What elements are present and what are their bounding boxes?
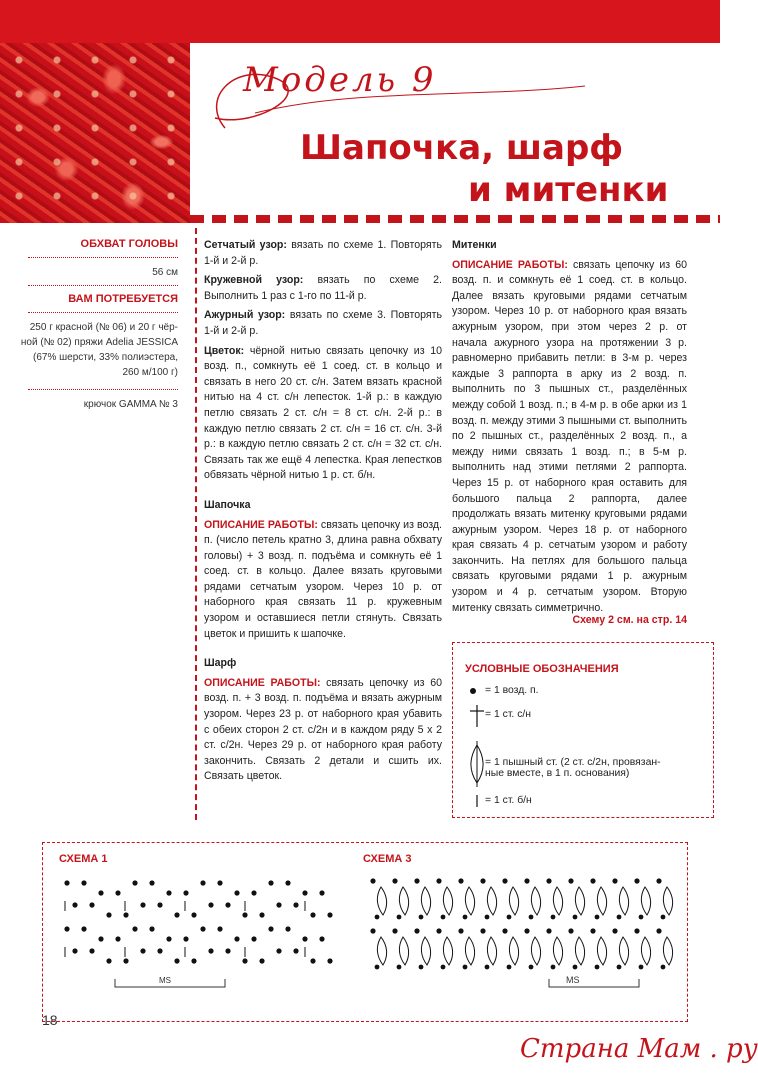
chain-dot — [285, 926, 290, 931]
chain-dot — [590, 928, 595, 933]
chain-dot — [551, 915, 556, 920]
puff-stitch — [553, 937, 562, 965]
chain-dot — [115, 936, 120, 941]
chain-dot — [441, 915, 446, 920]
chain-dot — [441, 965, 446, 970]
puff-stitch — [663, 887, 672, 915]
chain-dot — [251, 936, 256, 941]
sidebar-divider — [28, 285, 178, 286]
chain-dot — [166, 936, 171, 941]
chain-dot — [480, 928, 485, 933]
chain-dot — [524, 878, 529, 883]
chain-dot — [234, 936, 239, 941]
chain-dot — [551, 965, 556, 970]
chain-dot — [276, 902, 281, 907]
head-circ-value: 56 см — [152, 267, 178, 278]
sidebar-divider — [28, 312, 178, 313]
chain-dot — [106, 912, 111, 917]
chain-dot — [293, 948, 298, 953]
chain-dot — [370, 928, 375, 933]
chain-dot — [634, 878, 639, 883]
chain-dot — [251, 890, 256, 895]
chain-dot — [327, 912, 332, 917]
puff-stitch — [377, 887, 386, 915]
knitting-photo — [0, 43, 190, 223]
puff-stitch — [663, 937, 672, 965]
chain-dot — [183, 890, 188, 895]
chain-dot — [174, 912, 179, 917]
scheme1-label: СХЕМА 1 — [59, 853, 108, 865]
chain-dot — [64, 926, 69, 931]
puff-stitch — [597, 887, 606, 915]
chain-dot — [595, 915, 600, 920]
sidebar-divider — [28, 257, 178, 258]
chain-dot — [375, 965, 380, 970]
chain-dot — [157, 902, 162, 907]
chain-dot — [302, 890, 307, 895]
chain-dot — [392, 878, 397, 883]
lace-pattern-label: Кружевной узор: — [204, 274, 304, 287]
page-number: 18 — [42, 1012, 58, 1028]
chain-dot — [310, 912, 315, 917]
right-column: Митенки ОПИСАНИЕ РАБОТЫ: связать цепочку из 60 возд. п. и сомкнуть её 1 соед. ст. в кольцо. Далее вязать круговыми рядами сетчатым узором. Через 10 р. от наборного края вязать ажурным узором, при этом через 2 р. от начала ажурного узора на протяжении 3 р. равномерно прибавить петли: в 3-м р. через каждые 3 раппорта в арку из 2 возд. п. выполнить по 3 пышных ст., разделённых между собой 1 возд. п.; в 4-м р. в обе арки из 1 возд. п. между этими 3 пышными ст. выполнить по 2 пышных ст., разделённых 2 возд. п., а между ними связать 1 возд. п.; в 5-м р. выполнить над этими петлями 2 раппорта. Через 15 р. от наборного края оставить для большого пальца 2 раппорта, далее продолжать вязать митенку круговыми рядами ажурным узором. Через 18 р. от наборного края связать 4 р. сетчатым узором и работу закончить. На петлях для большого пальца связать круговыми рядами 1 р. ажурным узором и 4 р. сетчатым узором. Вторую митенку связать симметрично. — [452, 239, 687, 614]
puff-stitch — [421, 887, 430, 915]
chain-dot — [259, 912, 264, 917]
chain-dot — [191, 958, 196, 963]
puff-stitch — [531, 887, 540, 915]
chain-dot — [174, 958, 179, 963]
chain-dot — [436, 928, 441, 933]
legend-title: УСЛОВНЫЕ ОБОЗНАЧЕНИЯ — [465, 663, 619, 675]
chain-dot — [242, 958, 247, 963]
scarf-title: Шарф — [204, 657, 237, 670]
chain-dot — [458, 878, 463, 883]
chain-dot — [617, 965, 622, 970]
mittens-title: Митенки — [452, 239, 497, 251]
chain-dot — [242, 912, 247, 917]
chain-dot — [458, 928, 463, 933]
chain-dot — [661, 915, 666, 920]
chain-dot — [217, 926, 222, 931]
legend-item-puff: = 1 пышный ст. (2 ст. с/2н, провязан- ные вместе, в 1 п. основания) — [485, 757, 661, 779]
chain-dot — [81, 880, 86, 885]
chain-dot — [319, 890, 324, 895]
chain-dot — [98, 936, 103, 941]
chain-dot — [89, 948, 94, 953]
materials-label: ВАМ ПОТРЕБУЕТСЯ — [68, 293, 178, 305]
puff-stitch — [619, 887, 628, 915]
middle-column: Сетчатый узор: вязать по схеме 1. Повторять 1-й и 2-й р. Кружевной узор: вязать по схеме 2. Выполнить 1 раз с 1-го по 11-й р. Ажурный узор: вязать по схеме 3. Повторять 1-й и 2-й р. Цветок: чёрной нитью связать цепочку из 10 возд. п., сомкнуть её 1 соед. ст. в кольцо и связать в него 20 ст. с/н. Затем вязать красной нитью на 4 ст. с/н лепесток. 1-й р.: в каждую петлю связать 2 ст. с/н = 8 ст. с/н. 2-й р.: в каждую петлю связать 2 ст. с/н = 16 ст. с/н. 3-й р.: в каждую петлю связать 2 ст. с/н = 32 ст. с/н. Связать так же ещё 4 лепестка. Края лепестков обвязать чёрной нитью 1 р. ст. б/н. Шапочка ОПИСАНИЕ РАБОТЫ: связать цепочку из возд. п. (число петель кратно 3, длина равна обхвату головы) + 3 возд. п. подъёма и сомкнуть её 1 соед. ст. в кольцо. Далее вязать круговыми рядами сетчатым узором. Через 10 р. от наборного края связать 11 р. кружевным узором и оставшиеся петли стянуть. Связать цветок и пришить к шапочке. Шарф ОПИСАНИЕ РАБОТЫ: связать цепочку из 60 возд. п. + 3 возд. п. подъёма и вязать ажурным узором. Через 23 р. от наборного края убавить с обеих сторон 2 ст. с/2н и в каждом ряду 5 х 2 ст. с/2н. Через 29 р. от наборного края работу закончить. Связать 2 детали и сшить их. Связать цветок. — [204, 239, 442, 783]
puff-stitch — [421, 937, 430, 965]
chain-dot — [285, 880, 290, 885]
puff-stitch — [487, 937, 496, 965]
repeat-bracket — [549, 979, 639, 987]
chain-dot — [72, 902, 77, 907]
chain-dot — [149, 880, 154, 885]
chain-dot — [661, 965, 666, 970]
puff-stitch — [377, 937, 386, 965]
puff-stitch — [509, 937, 518, 965]
chain-dot — [268, 926, 273, 931]
flower-label: Цветок: — [204, 344, 245, 357]
legend-box — [452, 642, 714, 818]
chain-dot — [123, 958, 128, 963]
chain-dot — [397, 915, 402, 920]
chain-dot — [319, 936, 324, 941]
chain-dot — [507, 915, 512, 920]
puff-stitch — [575, 937, 584, 965]
chain-dot — [302, 936, 307, 941]
scheme3-label: СХЕМА 3 — [363, 853, 412, 865]
site-watermark: Страна Мам . ру — [520, 1034, 758, 1064]
chain-dot — [397, 965, 402, 970]
puff-stitch — [641, 937, 650, 965]
chain-dot — [106, 958, 111, 963]
chain-dot — [234, 890, 239, 895]
title-dashed-divider — [190, 215, 720, 223]
chain-dot — [392, 928, 397, 933]
chain-dot — [436, 878, 441, 883]
chain-dot — [149, 926, 154, 931]
chain-dot — [419, 915, 424, 920]
chain-dot — [81, 926, 86, 931]
hat-title: Шапочка — [204, 498, 251, 511]
chain-dot — [123, 912, 128, 917]
chain-dot — [612, 878, 617, 883]
puff-stitch — [619, 937, 628, 965]
chain-dot — [656, 928, 661, 933]
chain-dot — [72, 948, 77, 953]
chain-dot — [419, 965, 424, 970]
chain-dot — [524, 928, 529, 933]
sidebar-dashed-border — [195, 228, 197, 820]
page-title-line2: и митенки — [468, 170, 669, 210]
chain-dot — [529, 965, 534, 970]
model-label: Модель 9 — [243, 60, 437, 100]
openwork-pattern-label: Ажурный узор: — [204, 309, 286, 322]
chain-dot — [370, 878, 375, 883]
chain-dot — [268, 880, 273, 885]
legend-item-chain: = 1 возд. п. — [485, 685, 539, 696]
chain-dot — [617, 915, 622, 920]
chain-dot — [89, 902, 94, 907]
chain-dot — [485, 965, 490, 970]
chain-dot — [656, 878, 661, 883]
puff-stitch — [465, 887, 474, 915]
scheme-reference: Схему 2 см. на стр. 14 — [572, 614, 687, 626]
chain-dot — [634, 928, 639, 933]
chain-dot — [200, 880, 205, 885]
chain-dot — [612, 928, 617, 933]
chain-dot — [480, 878, 485, 883]
chain-dot — [463, 915, 468, 920]
chain-dot — [140, 948, 145, 953]
chain-dot — [132, 926, 137, 931]
chain-dot — [208, 902, 213, 907]
chain-dot — [639, 965, 644, 970]
chain-dot — [157, 948, 162, 953]
chain-dot — [132, 880, 137, 885]
legend-symbols — [467, 683, 497, 813]
chain-dot — [507, 965, 512, 970]
chain-dot — [573, 965, 578, 970]
chain-dot — [310, 958, 315, 963]
sidebar-divider — [28, 389, 178, 390]
puff-stitch — [641, 887, 650, 915]
chain-dot — [529, 915, 534, 920]
puff-stitch — [575, 887, 584, 915]
chain-dot — [217, 880, 222, 885]
chain-dot — [573, 915, 578, 920]
chain-dot — [502, 878, 507, 883]
chain-dot — [463, 965, 468, 970]
chain-dot — [568, 928, 573, 933]
chain-dot — [546, 878, 551, 883]
chain-dot — [200, 926, 205, 931]
schemes-box — [42, 842, 688, 1022]
chain-dot — [327, 958, 332, 963]
hook-info: крючок GAMMA № 3 — [83, 399, 178, 410]
puff-stitch — [487, 887, 496, 915]
chain-dot — [166, 890, 171, 895]
puff-stitch — [399, 887, 408, 915]
chain-dot — [502, 928, 507, 933]
yarn-info: 250 г красной (№ 06) и 20 г чёр- ной (№ 02) пряжи Adelia JESSICA (67% шерсти, 33% полиэстера, 260 м/100 г) — [20, 322, 178, 378]
chain-dot — [276, 948, 281, 953]
legend-item-sc: = 1 ст. б/н — [485, 795, 532, 806]
chain-dot — [485, 915, 490, 920]
chain-dot — [639, 915, 644, 920]
puff-stitch — [531, 937, 540, 965]
puff-stitch — [465, 937, 474, 965]
puff-stitch — [553, 887, 562, 915]
puff-stitch — [399, 937, 408, 965]
scheme1-ms: MS — [159, 976, 171, 985]
chain-dot — [375, 915, 380, 920]
chain-dot — [115, 890, 120, 895]
scheme1-diagram — [55, 871, 345, 1011]
chain-dot — [546, 928, 551, 933]
chain-dot — [568, 878, 573, 883]
chain-dot — [414, 928, 419, 933]
puff-stitch — [443, 887, 452, 915]
chain-dot — [208, 948, 213, 953]
chain-dot — [595, 965, 600, 970]
chain-dot — [225, 902, 230, 907]
net-pattern-label: Сетчатый узор: — [204, 239, 287, 251]
chain-dot — [64, 880, 69, 885]
puff-stitch — [443, 937, 452, 965]
scheme3-ms: MS — [566, 975, 580, 985]
chain-dot — [414, 878, 419, 883]
chain-dot — [140, 902, 145, 907]
scheme3-diagram — [359, 871, 679, 1011]
chain-dot — [191, 912, 196, 917]
sidebar — [0, 223, 190, 823]
chain-dot — [98, 890, 103, 895]
legend-item-dc: = 1 ст. с/н — [485, 709, 532, 720]
puff-stitch — [597, 937, 606, 965]
page-title-line1: Шапочка, шарф — [300, 128, 624, 168]
puff-stitch — [509, 887, 518, 915]
head-circ-label: ОБХВАТ ГОЛОВЫ — [80, 238, 178, 250]
chain-dot — [225, 948, 230, 953]
chain-dot — [293, 902, 298, 907]
chain-dot — [259, 958, 264, 963]
chain-dot — [183, 936, 188, 941]
chain-dot — [590, 878, 595, 883]
